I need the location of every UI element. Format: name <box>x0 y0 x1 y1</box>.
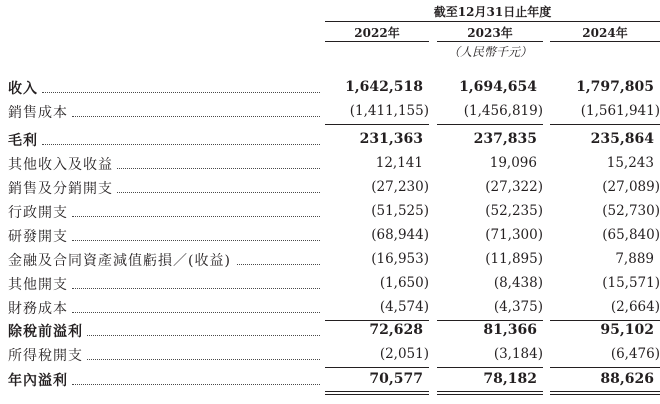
subtotal-rule <box>437 124 543 125</box>
leader-dots <box>117 192 320 193</box>
subtotal-rule <box>550 367 660 368</box>
value-cell: (27,230) <box>371 179 429 195</box>
total-double-rule <box>550 391 660 392</box>
value-cell: 235,864 <box>590 131 654 147</box>
leader-dots <box>87 335 320 336</box>
year-2023-rule <box>437 41 543 42</box>
year-2024-rule <box>550 41 660 42</box>
subtotal-rule <box>325 320 429 321</box>
row-label: 毛利 <box>8 133 38 149</box>
leader-dots <box>72 288 320 289</box>
subtotal-rule <box>550 124 660 125</box>
row-label: 研發開支 <box>8 229 68 245</box>
value-cell: (11,895) <box>485 251 543 267</box>
value-cell: (8,438) <box>493 275 543 291</box>
leader-dots <box>117 168 320 169</box>
row-label: 年內溢利 <box>8 373 68 389</box>
value-cell: (27,089) <box>602 179 660 195</box>
row-label: 金融及合同資產減值虧損／(收益) <box>8 253 231 269</box>
subtotal-rule <box>325 124 429 125</box>
value-cell: (51,525) <box>371 203 429 219</box>
value-cell: 12,141 <box>375 155 423 171</box>
value-cell: 81,366 <box>483 322 537 338</box>
value-cell: 72,628 <box>369 322 423 338</box>
value-cell: 88,626 <box>600 371 654 387</box>
row-label: 收入 <box>8 81 38 97</box>
row-label: 銷售及分銷開支 <box>8 181 113 197</box>
value-cell: (3,184) <box>493 346 543 362</box>
leader-dots <box>87 359 320 360</box>
year-2023-header: 2023年 <box>467 26 513 40</box>
leader-dots <box>72 312 320 313</box>
value-cell: 70,577 <box>369 371 423 387</box>
value-cell: (4,375) <box>493 299 543 315</box>
value-cell: 231,363 <box>359 131 423 147</box>
leader-dots <box>72 384 320 385</box>
row-label: 除稅前溢利 <box>8 324 83 340</box>
value-cell: (1,411,155) <box>349 103 429 119</box>
total-double-rule <box>550 394 660 395</box>
value-cell: (1,650) <box>379 275 429 291</box>
value-cell: 1,797,805 <box>576 79 654 95</box>
total-double-rule <box>437 394 543 395</box>
subtotal-rule <box>550 320 660 321</box>
value-cell: 1,694,654 <box>459 79 537 95</box>
leader-dots <box>72 216 320 217</box>
value-cell: (27,322) <box>485 179 543 195</box>
row-label: 所得稅開支 <box>8 348 83 364</box>
row-label: 財務成本 <box>8 301 68 317</box>
value-cell: 19,096 <box>489 155 537 171</box>
value-cell: (2,051) <box>379 346 429 362</box>
subtotal-rule <box>437 320 543 321</box>
value-cell: 95,102 <box>600 322 654 338</box>
value-cell: 15,243 <box>606 155 654 171</box>
leader-dots <box>42 144 320 145</box>
total-double-rule <box>325 391 429 392</box>
value-cell: (4,574) <box>379 299 429 315</box>
row-label: 其他開支 <box>8 277 68 293</box>
leader-dots <box>42 92 320 93</box>
unit-label: （人民幣千元） <box>447 45 532 59</box>
leader-dots <box>72 240 320 241</box>
value-cell: (1,456,819) <box>463 103 543 119</box>
total-double-rule <box>437 391 543 392</box>
value-cell: (52,730) <box>602 203 660 219</box>
value-cell: (71,300) <box>485 227 543 243</box>
subtotal-rule <box>325 367 429 368</box>
year-2024-header: 2024年 <box>582 26 628 40</box>
row-label: 其他收入及收益 <box>8 157 113 173</box>
year-2022-rule <box>325 41 429 42</box>
total-double-rule <box>325 394 429 395</box>
leader-dots <box>237 264 320 265</box>
value-cell: (15,571) <box>602 275 660 291</box>
value-cell: (16,953) <box>371 251 429 267</box>
value-cell: (2,664) <box>610 299 660 315</box>
value-cell: (68,944) <box>371 227 429 243</box>
period-rule <box>325 21 660 22</box>
value-cell: 1,642,518 <box>345 79 423 95</box>
subtotal-rule <box>437 367 543 368</box>
value-cell: (65,840) <box>602 227 660 243</box>
year-2022-header: 2022年 <box>354 26 400 40</box>
value-cell: 78,182 <box>483 371 537 387</box>
row-label: 行政開支 <box>8 205 68 221</box>
value-cell: 7,889 <box>615 251 654 267</box>
period-header: 截至12月31日止年度 <box>433 5 552 19</box>
value-cell: (6,476) <box>610 346 660 362</box>
value-cell: (52,235) <box>485 203 543 219</box>
value-cell: 237,835 <box>473 131 537 147</box>
value-cell: (1,561,941) <box>580 103 660 119</box>
row-label: 銷售成本 <box>8 105 68 121</box>
leader-dots <box>72 116 320 117</box>
